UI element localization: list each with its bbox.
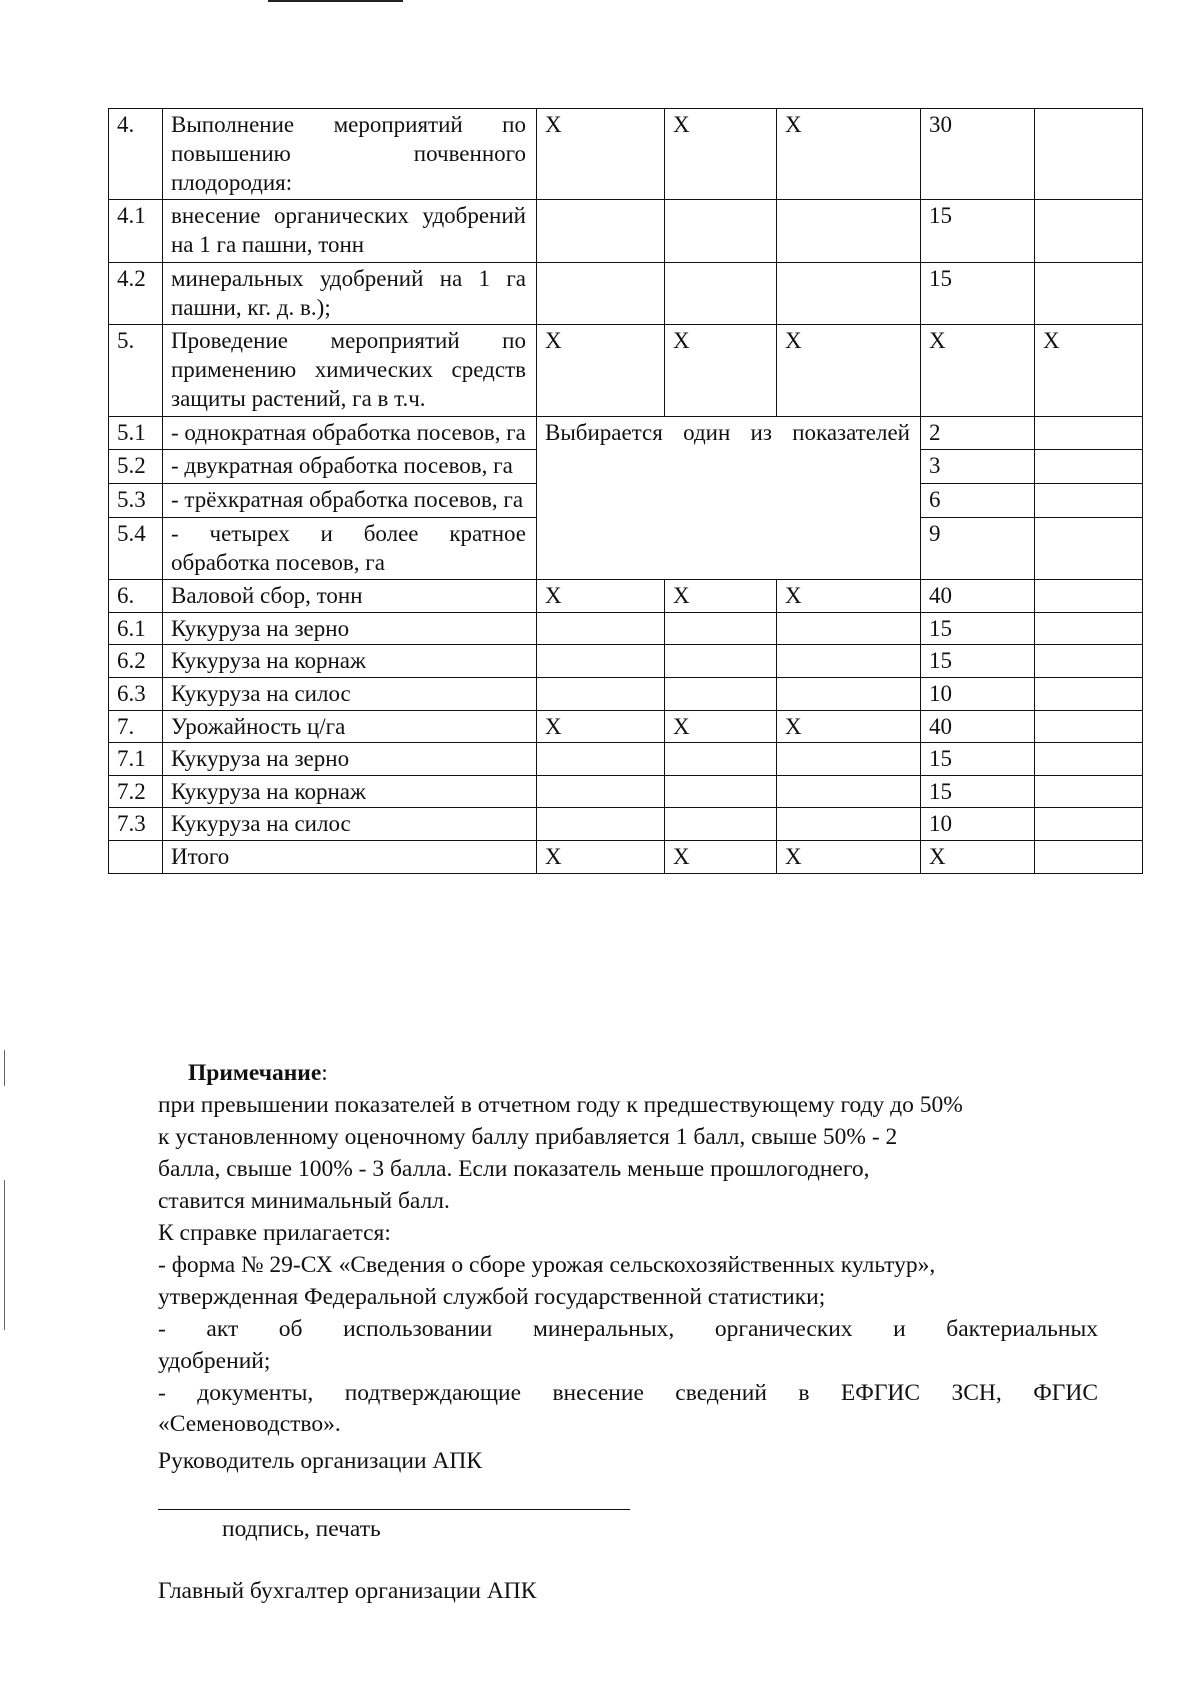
score-cell: X <box>921 841 1035 874</box>
row-name: - трёхкратная обработка посевов, га <box>163 484 537 518</box>
row-number: 7.3 <box>109 808 163 841</box>
accountant-signature-label: Главный бухгалтер организации АПК <box>158 1578 537 1604</box>
row-number: 6.1 <box>109 612 163 645</box>
row-name: - двукратная обработка посевов, га <box>163 450 537 484</box>
table-row <box>109 200 1143 263</box>
cell <box>777 775 921 808</box>
score-cell: 15 <box>921 200 1035 263</box>
cell <box>665 200 777 263</box>
cell: X <box>537 710 665 743</box>
table-row <box>109 743 1143 776</box>
cell <box>1035 484 1143 518</box>
table-row <box>109 678 1143 711</box>
cell <box>1035 580 1143 613</box>
note-title-text: Примечание <box>188 1060 322 1086</box>
table-row <box>109 710 1143 743</box>
head-signature-label: Руководитель организации АПК <box>158 1448 483 1474</box>
score-cell: 3 <box>921 450 1035 484</box>
cell <box>1035 710 1143 743</box>
cell <box>1035 645 1143 678</box>
cell <box>665 262 777 325</box>
cell <box>665 808 777 841</box>
row-number: 6.3 <box>109 678 163 711</box>
table-row <box>109 612 1143 645</box>
score-cell: 15 <box>921 775 1035 808</box>
note-line: к установленному оценочному баллу прибавляется 1 балл, свыше 50% - 2 <box>158 1123 898 1150</box>
cell: X <box>777 325 921 416</box>
cell <box>1035 200 1143 263</box>
note-title-colon: : <box>321 1060 328 1086</box>
row-name: Выполнение мероприятий по повышению почвенного плодородия: <box>163 109 537 200</box>
row-name: Урожайность ц/га <box>163 710 537 743</box>
row-number: 5.3 <box>109 484 163 518</box>
row-number: 4. <box>109 109 163 200</box>
row-number: 5.1 <box>109 416 163 450</box>
row-name: Валовой сбор, тонн <box>163 580 537 613</box>
cell <box>537 612 665 645</box>
row-name: Кукуруза на силос <box>163 678 537 711</box>
cell: X <box>537 109 665 200</box>
cell: X <box>537 841 665 874</box>
cell <box>537 808 665 841</box>
note-line: при превышении показателей в отчетном году к предшествующему году до 50% <box>158 1091 963 1118</box>
row-name: Кукуруза на силос <box>163 808 537 841</box>
cell <box>777 645 921 678</box>
score-cell: 2 <box>921 416 1035 450</box>
note-line: ставится минимальный балл. <box>158 1187 450 1214</box>
score-cell: 40 <box>921 710 1035 743</box>
cell: X <box>777 109 921 200</box>
row-number: 5.4 <box>109 517 163 580</box>
row-number: 6. <box>109 580 163 613</box>
cell <box>665 743 777 776</box>
row-name: Проведение мероприятий по применению химических средств защиты растений, га в т.ч. <box>163 325 537 416</box>
note-section <box>158 1058 1098 1441</box>
cell <box>1035 678 1143 711</box>
row-name: - однократная обработка посевов, га <box>163 416 537 450</box>
table-row <box>109 580 1143 613</box>
cell: X <box>665 841 777 874</box>
cell <box>537 678 665 711</box>
row-number: 5.2 <box>109 450 163 484</box>
note-title <box>158 1058 1098 1090</box>
note-line: балла, свыше 100% - 3 балла. Если показатель меньше прошлогоднего, <box>158 1155 870 1182</box>
table-row <box>109 262 1143 325</box>
cell: X <box>1035 325 1143 416</box>
cell <box>777 262 921 325</box>
cell <box>777 678 921 711</box>
cell: X <box>537 325 665 416</box>
table-row-total <box>109 841 1143 874</box>
cell <box>1035 612 1143 645</box>
score-cell: 10 <box>921 808 1035 841</box>
table-row <box>109 775 1143 808</box>
score-cell: 15 <box>921 743 1035 776</box>
row-name: Кукуруза на корнаж <box>163 645 537 678</box>
cell: X <box>777 841 921 874</box>
cell: X <box>777 580 921 613</box>
row-number <box>109 841 163 874</box>
cell <box>665 612 777 645</box>
cell <box>537 743 665 776</box>
score-cell: 6 <box>921 484 1035 518</box>
cell <box>1035 808 1143 841</box>
margin-mark <box>4 1180 5 1330</box>
signature-line <box>158 1509 630 1510</box>
cell: X <box>665 325 777 416</box>
note-line: К справке прилагается: <box>158 1219 391 1246</box>
cell <box>537 645 665 678</box>
cell <box>777 612 921 645</box>
cell <box>1035 262 1143 325</box>
cell: X <box>777 710 921 743</box>
cell <box>1035 841 1143 874</box>
table-row <box>109 645 1143 678</box>
cell <box>777 200 921 263</box>
note-line: - форма № 29-СХ «Сведения о сборе урожая сельскохозяйственных культур», <box>158 1251 936 1278</box>
cell <box>1035 450 1143 484</box>
row-number: 4.1 <box>109 200 163 263</box>
note-line: «Семеноводство». <box>158 1411 341 1438</box>
row-name: Кукуруза на зерно <box>163 743 537 776</box>
note-line: - документы, подтверждающие внесение сведений в ЕФГИС ЗСН, ФГИС <box>158 1379 1098 1406</box>
cell <box>537 262 665 325</box>
score-cell: 40 <box>921 580 1035 613</box>
table-row <box>109 416 1143 450</box>
cell <box>537 200 665 263</box>
row-number: 7. <box>109 710 163 743</box>
cell: X <box>537 580 665 613</box>
cell: X <box>665 710 777 743</box>
margin-mark <box>4 1050 5 1086</box>
row-number: 7.1 <box>109 743 163 776</box>
row-number: 4.2 <box>109 262 163 325</box>
table-row <box>109 109 1143 200</box>
score-cell: 15 <box>921 645 1035 678</box>
cell <box>1035 517 1143 580</box>
row-name: внесение органических удобрений на 1 га пашни, тонн <box>163 200 537 263</box>
cell <box>1035 416 1143 450</box>
signature-caption: подпись, печать <box>222 1516 381 1542</box>
score-cell: 10 <box>921 678 1035 711</box>
score-cell: X <box>921 325 1035 416</box>
cell <box>665 678 777 711</box>
cell <box>665 645 777 678</box>
cell <box>537 775 665 808</box>
row-name: минеральных удобрений на 1 га пашни, кг. д. в.); <box>163 262 537 325</box>
cell <box>665 775 777 808</box>
row-name: - четырех и более кратное обработка посевов, га <box>163 517 537 580</box>
row-number: 5. <box>109 325 163 416</box>
cell <box>1035 109 1143 200</box>
choice-note-cell: Выбирается один из показателей <box>537 416 921 580</box>
table-row <box>109 808 1143 841</box>
row-name: Кукуруза на зерно <box>163 612 537 645</box>
row-name: Кукуруза на корнаж <box>163 775 537 808</box>
score-cell: 15 <box>921 262 1035 325</box>
cell <box>777 808 921 841</box>
score-cell: 30 <box>921 109 1035 200</box>
note-line: утвержденная Федеральной службой государственной статистики; <box>158 1283 826 1310</box>
cell <box>1035 775 1143 808</box>
cell <box>1035 743 1143 776</box>
top-edge-line <box>268 0 403 2</box>
table-row <box>109 325 1143 416</box>
score-cell: 15 <box>921 612 1035 645</box>
cell: X <box>665 580 777 613</box>
note-line: удобрений; <box>158 1347 271 1374</box>
score-cell: 9 <box>921 517 1035 580</box>
row-number: 6.2 <box>109 645 163 678</box>
note-line: - акт об использовании минеральных, органических и бактериальных <box>158 1315 1098 1342</box>
cell <box>777 743 921 776</box>
cell: X <box>665 109 777 200</box>
row-name: Итого <box>163 841 537 874</box>
row-number: 7.2 <box>109 775 163 808</box>
score-table <box>108 108 1143 874</box>
